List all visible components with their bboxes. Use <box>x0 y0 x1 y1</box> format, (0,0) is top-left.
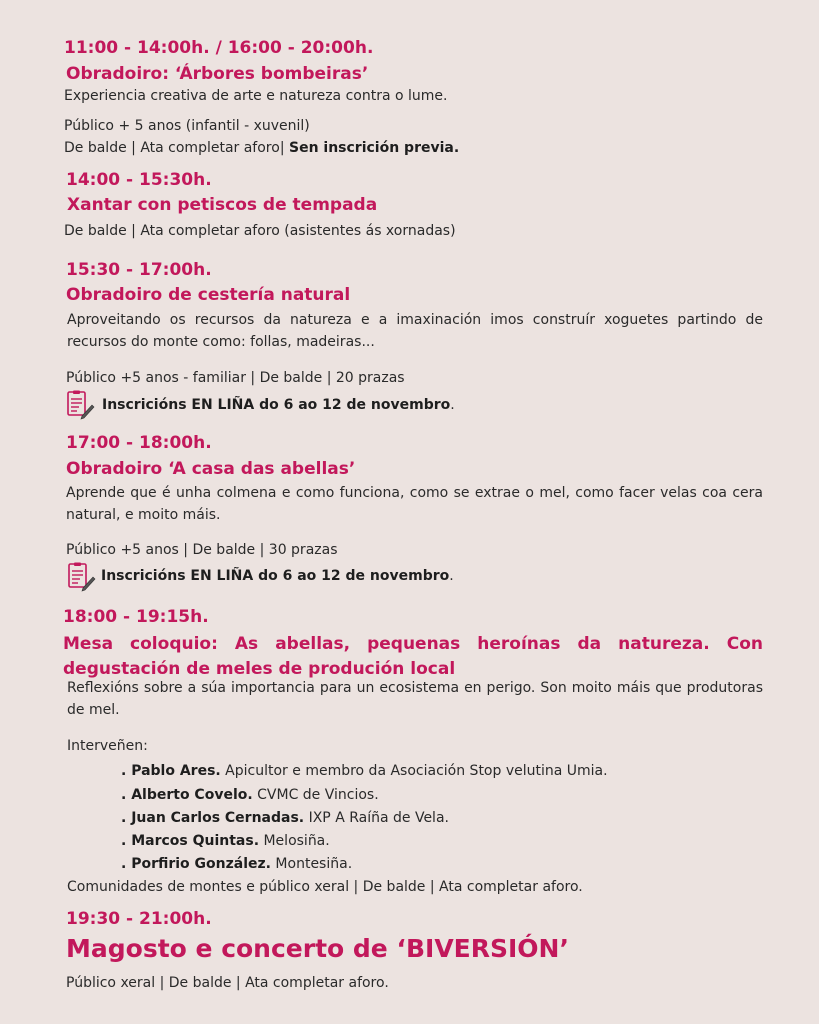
s5-description: Reflexións sobre a súa importancia para un ecosistema en perigo. Son moito máis que produtoras de mel. <box>67 680 763 718</box>
speaker-4-name: . Marcos Quintas. <box>121 833 260 849</box>
s3-registration-end: . <box>450 397 455 413</box>
s4-time: 17:00 - 18:00h. <box>66 433 212 453</box>
s4-title: Obradoiro ‘A casa das abellas’ <box>66 459 356 479</box>
speaker-2-name: . Alberto Covelo. <box>121 787 253 803</box>
s3-time: 15:30 - 17:00h. <box>66 260 212 280</box>
s1-price-text: De balde | Ata completar aforo| <box>64 140 289 156</box>
speaker-2-role: CVMC de Vincios. <box>252 787 379 803</box>
s4-registration <box>101 568 454 584</box>
speaker-4-role: Melosiña. <box>259 833 330 849</box>
speaker-1-role: Apicultor e membro da Asociación Stop velutina Umia. <box>220 763 608 779</box>
s4-registration-end: . <box>449 568 454 584</box>
s6-audience: Público xeral | De balde | Ata completar aforo. <box>66 975 389 991</box>
s4-registration-dates: Inscricións EN LIÑA do 6 ao 12 de novembro <box>101 568 450 584</box>
speaker-3-role: IXP A Raíña de Vela. <box>304 810 449 826</box>
s1-price <box>64 140 459 156</box>
speaker-3 <box>121 810 449 826</box>
s6-time: 19:30 - 21:00h. <box>66 909 212 929</box>
s5-speakers-label: Interveñen: <box>67 738 148 754</box>
s3-registration-dates: Inscricións EN LIÑA do 6 ao 12 de novembro <box>102 397 451 413</box>
s3-title: Obradoiro de cestería natural <box>66 285 351 305</box>
speaker-5 <box>121 856 352 872</box>
s1-audience: Público + 5 anos (infantil - xuvenil) <box>64 118 310 134</box>
s3-audience: Público +5 anos - familiar | De balde | 20 prazas <box>66 370 405 386</box>
speaker-4 <box>121 833 330 849</box>
s2-title: Xantar con petiscos de tempada <box>67 195 378 215</box>
s5-time: 18:00 - 19:15h. <box>63 607 209 627</box>
speaker-1-name: . Pablo Ares. <box>121 763 221 779</box>
s1-title: Obradoiro: ‘Árbores bombeiras’ <box>66 64 369 84</box>
registration-form-icon <box>66 562 96 592</box>
speaker-5-name: . Porfirio González. <box>121 856 271 872</box>
s4-description: Aprende que é unha colmena e como funciona, como se extrae o mel, como facer velas coa cera natural, e moito máis. <box>66 485 763 523</box>
s2-description: De balde | Ata completar aforo (asistentes ás xornadas) <box>64 223 456 239</box>
speaker-5-role: Montesiña. <box>270 856 353 872</box>
s1-time: 11:00 - 14:00h. / 16:00 - 20:00h. <box>64 38 374 58</box>
speaker-1 <box>121 763 608 779</box>
s2-time: 14:00 - 15:30h. <box>66 170 212 190</box>
s1-no-registration: Sen inscrición previa. <box>288 140 460 156</box>
s3-description: Aproveitando os recursos da natureza e a imaxinación imos construír xoguetes partindo de recursos do monte como: follas, madeiras... <box>67 312 763 350</box>
s5-audience: Comunidades de montes e público xeral | De balde | Ata completar aforo. <box>67 879 583 895</box>
s4-audience: Público +5 anos | De balde | 30 prazas <box>66 542 338 558</box>
s1-description: Experiencia creativa de arte e natureza contra o lume. <box>64 88 448 104</box>
registration-form-icon <box>65 390 95 420</box>
speaker-3-name: . Juan Carlos Cernadas. <box>121 810 305 826</box>
speaker-2 <box>121 787 379 803</box>
s6-title: Magosto e concerto de ‘BIVERSIÓN’ <box>66 934 569 963</box>
s3-registration <box>102 397 455 413</box>
s5-title: Mesa coloquio: As abellas, pequenas heroínas da natureza. Con degustación de meles de produción local <box>63 634 763 679</box>
